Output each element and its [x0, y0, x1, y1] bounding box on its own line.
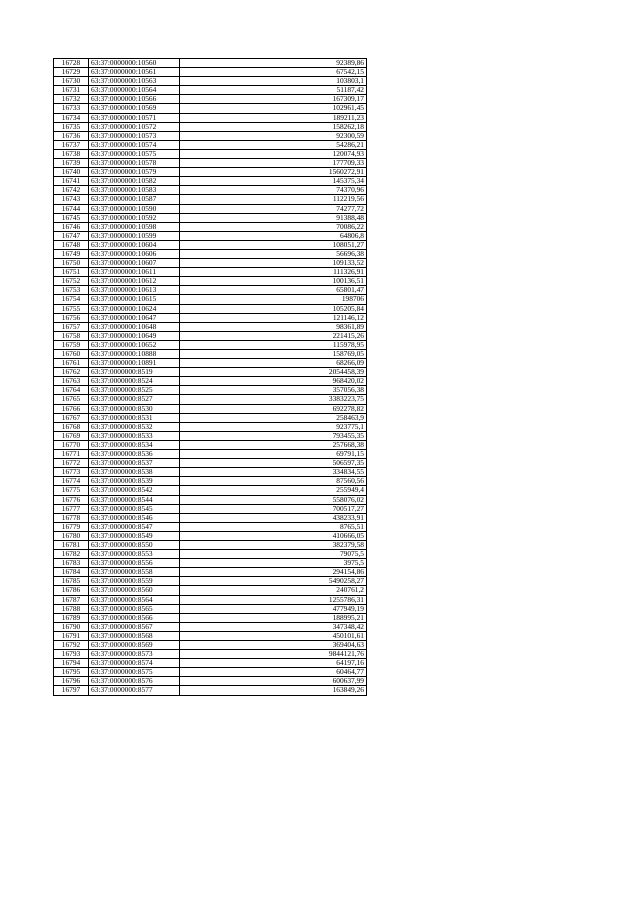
- cadastral-number: 63:37:0000000:8530: [89, 404, 180, 413]
- row-number: 16786: [54, 586, 89, 595]
- row-number: 16790: [54, 622, 89, 631]
- row-number: 16760: [54, 350, 89, 359]
- table-row: [54, 159, 367, 168]
- row-number: 16743: [54, 195, 89, 204]
- table-row: [54, 386, 367, 395]
- value-cell: 692278,82: [180, 404, 367, 413]
- cadastral-number: 63:37:0000000:10613: [89, 286, 180, 295]
- row-number: 16734: [54, 113, 89, 122]
- table-row: [54, 295, 367, 304]
- table-row: [54, 677, 367, 686]
- table-row: [54, 277, 367, 286]
- row-number: 16775: [54, 486, 89, 495]
- value-cell: 968420,02: [180, 377, 367, 386]
- cadastral-number: 63:37:0000000:8546: [89, 513, 180, 522]
- table-row: [54, 413, 367, 422]
- table-row: [54, 395, 367, 404]
- value-cell: 382379,58: [180, 540, 367, 549]
- row-number: 16788: [54, 604, 89, 613]
- table-row: [54, 149, 367, 158]
- cadastral-number: 63:37:0000000:10582: [89, 177, 180, 186]
- cadastral-number: 63:37:0000000:10647: [89, 313, 180, 322]
- value-cell: 100136,51: [180, 277, 367, 286]
- row-number: 16772: [54, 459, 89, 468]
- row-number: 16744: [54, 204, 89, 213]
- row-number: 16768: [54, 422, 89, 431]
- row-number: 16776: [54, 495, 89, 504]
- cadastral-number: 63:37:0000000:10587: [89, 195, 180, 204]
- table-row: [54, 59, 367, 68]
- row-number: 16737: [54, 140, 89, 149]
- table-row: [54, 350, 367, 359]
- row-number: 16771: [54, 450, 89, 459]
- cadastral-number: 63:37:0000000:8553: [89, 550, 180, 559]
- row-number: 16779: [54, 522, 89, 531]
- cadastral-number: 63:37:0000000:8565: [89, 604, 180, 613]
- row-number: 16758: [54, 331, 89, 340]
- table-row: [54, 322, 367, 331]
- cadastral-number: 63:37:0000000:10648: [89, 322, 180, 331]
- table-row: [54, 249, 367, 258]
- row-number: 16747: [54, 231, 89, 240]
- table-row: [54, 122, 367, 131]
- row-number: 16748: [54, 240, 89, 249]
- value-cell: 255949,4: [180, 486, 367, 495]
- table-row: [54, 95, 367, 104]
- table-row: [54, 486, 367, 495]
- value-cell: 121146,12: [180, 313, 367, 322]
- value-cell: 60464,77: [180, 668, 367, 677]
- cadastral-number: 63:37:0000000:8519: [89, 368, 180, 377]
- table-row: [54, 522, 367, 531]
- row-number: 16728: [54, 59, 89, 68]
- table-row: [54, 77, 367, 86]
- cadastral-number: 63:37:0000000:10612: [89, 277, 180, 286]
- table-row: [54, 168, 367, 177]
- cadastral-number: 63:37:0000000:10575: [89, 149, 180, 158]
- cadastral-number: 63:37:0000000:8525: [89, 386, 180, 395]
- row-number: 16763: [54, 377, 89, 386]
- value-cell: 105205,84: [180, 304, 367, 313]
- row-number: 16777: [54, 504, 89, 513]
- table-row: [54, 231, 367, 240]
- table-row: [54, 113, 367, 122]
- value-cell: 3383223,75: [180, 395, 367, 404]
- cadastral-number: 63:37:0000000:8577: [89, 686, 180, 695]
- table-row: [54, 422, 367, 431]
- table-row: [54, 440, 367, 449]
- table-row: [54, 240, 367, 249]
- cadastral-number: 63:37:0000000:8549: [89, 531, 180, 540]
- value-cell: 347348,42: [180, 622, 367, 631]
- cadastral-number: 63:37:0000000:8532: [89, 422, 180, 431]
- table-row: [54, 68, 367, 77]
- value-cell: 410666,05: [180, 531, 367, 540]
- value-cell: 145375,34: [180, 177, 367, 186]
- cadastral-number: 63:37:0000000:10564: [89, 86, 180, 95]
- value-cell: 56696,38: [180, 249, 367, 258]
- cadastral-number: 63:37:0000000:10606: [89, 249, 180, 258]
- table-row: [54, 331, 367, 340]
- table-row: [54, 477, 367, 486]
- row-number: 16793: [54, 650, 89, 659]
- table-row: [54, 304, 367, 313]
- value-cell: 67542,15: [180, 68, 367, 77]
- row-number: 16733: [54, 104, 89, 113]
- cadastral-number: 63:37:0000000:10891: [89, 359, 180, 368]
- table-row: [54, 286, 367, 295]
- cadastral-number: 63:37:0000000:10571: [89, 113, 180, 122]
- row-number: 16751: [54, 268, 89, 277]
- cadastral-number: 63:37:0000000:10652: [89, 340, 180, 349]
- table-row: [54, 641, 367, 650]
- value-cell: 198706: [180, 295, 367, 304]
- row-number: 16739: [54, 159, 89, 168]
- value-cell: 92300,59: [180, 131, 367, 140]
- row-number: 16792: [54, 641, 89, 650]
- table-row: [54, 204, 367, 213]
- value-cell: 120074,93: [180, 149, 367, 158]
- row-number: 16785: [54, 577, 89, 586]
- cadastral-number: 63:37:0000000:10573: [89, 131, 180, 140]
- data-table: [53, 58, 367, 696]
- row-number: 16769: [54, 431, 89, 440]
- value-cell: 923775,1: [180, 422, 367, 431]
- value-cell: 221415,26: [180, 331, 367, 340]
- cadastral-number: 63:37:0000000:10583: [89, 186, 180, 195]
- value-cell: 112219,56: [180, 195, 367, 204]
- table-row: [54, 340, 367, 349]
- table-row: [54, 513, 367, 522]
- value-cell: 64806,8: [180, 231, 367, 240]
- row-number: 16781: [54, 540, 89, 549]
- table-row: [54, 550, 367, 559]
- table-row: [54, 195, 367, 204]
- row-number: 16766: [54, 404, 89, 413]
- value-cell: 700517,27: [180, 504, 367, 513]
- table-row: [54, 268, 367, 277]
- value-cell: 87560,56: [180, 477, 367, 486]
- table-row: [54, 540, 367, 549]
- value-cell: 79075,5: [180, 550, 367, 559]
- value-cell: 98361,89: [180, 322, 367, 331]
- cadastral-number: 63:37:0000000:8538: [89, 468, 180, 477]
- row-number: 16730: [54, 77, 89, 86]
- cadastral-number: 63:37:0000000:8533: [89, 431, 180, 440]
- cadastral-number: 63:37:0000000:8564: [89, 595, 180, 604]
- table-row: [54, 259, 367, 268]
- table-body: [54, 59, 367, 696]
- value-cell: 2054458,39: [180, 368, 367, 377]
- row-number: 16759: [54, 340, 89, 349]
- row-number: 16757: [54, 322, 89, 331]
- value-cell: 188995,21: [180, 613, 367, 622]
- row-number: 16735: [54, 122, 89, 131]
- row-number: 16738: [54, 149, 89, 158]
- cadastral-number: 63:37:0000000:10579: [89, 168, 180, 177]
- cadastral-number: 63:37:0000000:8566: [89, 613, 180, 622]
- row-number: 16756: [54, 313, 89, 322]
- cadastral-number: 63:37:0000000:8568: [89, 631, 180, 640]
- value-cell: 92389,86: [180, 59, 367, 68]
- row-number: 16732: [54, 95, 89, 104]
- value-cell: 108051,27: [180, 240, 367, 249]
- value-cell: 369404,63: [180, 641, 367, 650]
- value-cell: 240761,2: [180, 586, 367, 595]
- value-cell: 68266,09: [180, 359, 367, 368]
- value-cell: 3975,5: [180, 559, 367, 568]
- value-cell: 600637,99: [180, 677, 367, 686]
- cadastral-number: 63:37:0000000:10888: [89, 350, 180, 359]
- table-row: [54, 622, 367, 631]
- value-cell: 158262,18: [180, 122, 367, 131]
- cadastral-number: 63:37:0000000:8539: [89, 477, 180, 486]
- table-row: [54, 222, 367, 231]
- row-number: 16753: [54, 286, 89, 295]
- table-row: [54, 659, 367, 668]
- row-number: 16789: [54, 613, 89, 622]
- table-row: [54, 559, 367, 568]
- table-row: [54, 368, 367, 377]
- cadastral-number: 63:37:0000000:10611: [89, 268, 180, 277]
- row-number: 16740: [54, 168, 89, 177]
- table-row: [54, 613, 367, 622]
- row-number: 16783: [54, 559, 89, 568]
- row-number: 16796: [54, 677, 89, 686]
- value-cell: 257668,38: [180, 440, 367, 449]
- row-number: 16764: [54, 386, 89, 395]
- row-number: 16787: [54, 595, 89, 604]
- cadastral-number: 63:37:0000000:10604: [89, 240, 180, 249]
- table-row: [54, 531, 367, 540]
- table-row: [54, 377, 367, 386]
- cadastral-number: 63:37:0000000:8558: [89, 568, 180, 577]
- table-row: [54, 568, 367, 577]
- value-cell: 158769,05: [180, 350, 367, 359]
- value-cell: 64197,16: [180, 659, 367, 668]
- table-row: [54, 450, 367, 459]
- cadastral-number: 63:37:0000000:8573: [89, 650, 180, 659]
- value-cell: 74370,96: [180, 186, 367, 195]
- cadastral-number: 63:37:0000000:10592: [89, 213, 180, 222]
- cadastral-number: 63:37:0000000:10590: [89, 204, 180, 213]
- cadastral-number: 63:37:0000000:8545: [89, 504, 180, 513]
- value-cell: 109133,52: [180, 259, 367, 268]
- value-cell: 558076,02: [180, 495, 367, 504]
- table-row: [54, 595, 367, 604]
- row-number: 16754: [54, 295, 89, 304]
- cadastral-number: 63:37:0000000:10572: [89, 122, 180, 131]
- row-number: 16770: [54, 440, 89, 449]
- value-cell: 54286,21: [180, 140, 367, 149]
- table-row: [54, 668, 367, 677]
- table-row: [54, 577, 367, 586]
- value-cell: 74277,72: [180, 204, 367, 213]
- table-row: [54, 468, 367, 477]
- cadastral-number: 63:37:0000000:8556: [89, 559, 180, 568]
- row-number: 16767: [54, 413, 89, 422]
- cadastral-number: 63:37:0000000:8559: [89, 577, 180, 586]
- value-cell: 477949,19: [180, 604, 367, 613]
- row-number: 16761: [54, 359, 89, 368]
- value-cell: 450101,61: [180, 631, 367, 640]
- row-number: 16746: [54, 222, 89, 231]
- value-cell: 258463,9: [180, 413, 367, 422]
- cadastral-number: 63:37:0000000:8537: [89, 459, 180, 468]
- cadastral-number: 63:37:0000000:8575: [89, 668, 180, 677]
- value-cell: 294154,86: [180, 568, 367, 577]
- cadastral-number: 63:37:0000000:10624: [89, 304, 180, 313]
- value-cell: 357056,38: [180, 386, 367, 395]
- table-row: [54, 404, 367, 413]
- row-number: 16755: [54, 304, 89, 313]
- table-row: [54, 459, 367, 468]
- table-row: [54, 631, 367, 640]
- table-row: [54, 186, 367, 195]
- cadastral-number: 63:37:0000000:8567: [89, 622, 180, 631]
- row-number: 16795: [54, 668, 89, 677]
- row-number: 16729: [54, 68, 89, 77]
- value-cell: 69791,15: [180, 450, 367, 459]
- value-cell: 189211,23: [180, 113, 367, 122]
- cadastral-number: 63:37:0000000:8531: [89, 413, 180, 422]
- cadastral-number: 63:37:0000000:10560: [89, 59, 180, 68]
- table-row: [54, 140, 367, 149]
- cadastral-number: 63:37:0000000:10615: [89, 295, 180, 304]
- value-cell: 167309,17: [180, 95, 367, 104]
- cadastral-number: 63:37:0000000:8550: [89, 540, 180, 549]
- cadastral-number: 63:37:0000000:8569: [89, 641, 180, 650]
- value-cell: 51187,42: [180, 86, 367, 95]
- cadastral-number: 63:37:0000000:8527: [89, 395, 180, 404]
- table-row: [54, 104, 367, 113]
- row-number: 16762: [54, 368, 89, 377]
- table-row: [54, 177, 367, 186]
- row-number: 16745: [54, 213, 89, 222]
- value-cell: 1255786,31: [180, 595, 367, 604]
- value-cell: 115978,95: [180, 340, 367, 349]
- table-row: [54, 686, 367, 695]
- value-cell: 9844121,76: [180, 650, 367, 659]
- cadastral-number: 63:37:0000000:10574: [89, 140, 180, 149]
- table-row: [54, 213, 367, 222]
- value-cell: 793455,35: [180, 431, 367, 440]
- row-number: 16791: [54, 631, 89, 640]
- value-cell: 111326,91: [180, 268, 367, 277]
- row-number: 16752: [54, 277, 89, 286]
- value-cell: 70086,22: [180, 222, 367, 231]
- cadastral-number: 63:37:0000000:10649: [89, 331, 180, 340]
- row-number: 16773: [54, 468, 89, 477]
- row-number: 16741: [54, 177, 89, 186]
- row-number: 16736: [54, 131, 89, 140]
- cadastral-number: 63:37:0000000:8536: [89, 450, 180, 459]
- value-cell: 334834,55: [180, 468, 367, 477]
- row-number: 16782: [54, 550, 89, 559]
- cadastral-number: 63:37:0000000:8542: [89, 486, 180, 495]
- cadastral-number: 63:37:0000000:10569: [89, 104, 180, 113]
- value-cell: 91388,48: [180, 213, 367, 222]
- value-cell: 1560272,91: [180, 168, 367, 177]
- row-number: 16765: [54, 395, 89, 404]
- table-row: [54, 604, 367, 613]
- row-number: 16742: [54, 186, 89, 195]
- table-row: [54, 586, 367, 595]
- table-row: [54, 504, 367, 513]
- row-number: 16797: [54, 686, 89, 695]
- table-row: [54, 313, 367, 322]
- cadastral-number: 63:37:0000000:10563: [89, 77, 180, 86]
- table-row: [54, 359, 367, 368]
- value-cell: 103803,1: [180, 77, 367, 86]
- table-row: [54, 431, 367, 440]
- value-cell: 102961,45: [180, 104, 367, 113]
- row-number: 16750: [54, 259, 89, 268]
- cadastral-number: 63:37:0000000:8534: [89, 440, 180, 449]
- cadastral-number: 63:37:0000000:8574: [89, 659, 180, 668]
- value-cell: 163849,26: [180, 686, 367, 695]
- value-cell: 177709,33: [180, 159, 367, 168]
- table-row: [54, 495, 367, 504]
- cadastral-number: 63:37:0000000:10566: [89, 95, 180, 104]
- cadastral-number: 63:37:0000000:8547: [89, 522, 180, 531]
- cadastral-number: 63:37:0000000:10578: [89, 159, 180, 168]
- cadastral-number: 63:37:0000000:10561: [89, 68, 180, 77]
- value-cell: 506597,35: [180, 459, 367, 468]
- cadastral-number: 63:37:0000000:8524: [89, 377, 180, 386]
- cadastral-number: 63:37:0000000:10607: [89, 259, 180, 268]
- value-cell: 8765,51: [180, 522, 367, 531]
- value-cell: 5490258,27: [180, 577, 367, 586]
- table-row: [54, 131, 367, 140]
- cadastral-number: 63:37:0000000:10599: [89, 231, 180, 240]
- cadastral-number: 63:37:0000000:8560: [89, 586, 180, 595]
- row-number: 16780: [54, 531, 89, 540]
- row-number: 16749: [54, 249, 89, 258]
- cadastral-number: 63:37:0000000:8544: [89, 495, 180, 504]
- row-number: 16784: [54, 568, 89, 577]
- value-cell: 438233,91: [180, 513, 367, 522]
- cadastral-number: 63:37:0000000:10598: [89, 222, 180, 231]
- row-number: 16778: [54, 513, 89, 522]
- table-row: [54, 650, 367, 659]
- value-cell: 65801,47: [180, 286, 367, 295]
- cadastral-number: 63:37:0000000:8576: [89, 677, 180, 686]
- row-number: 16774: [54, 477, 89, 486]
- table-row: [54, 86, 367, 95]
- row-number: 16731: [54, 86, 89, 95]
- row-number: 16794: [54, 659, 89, 668]
